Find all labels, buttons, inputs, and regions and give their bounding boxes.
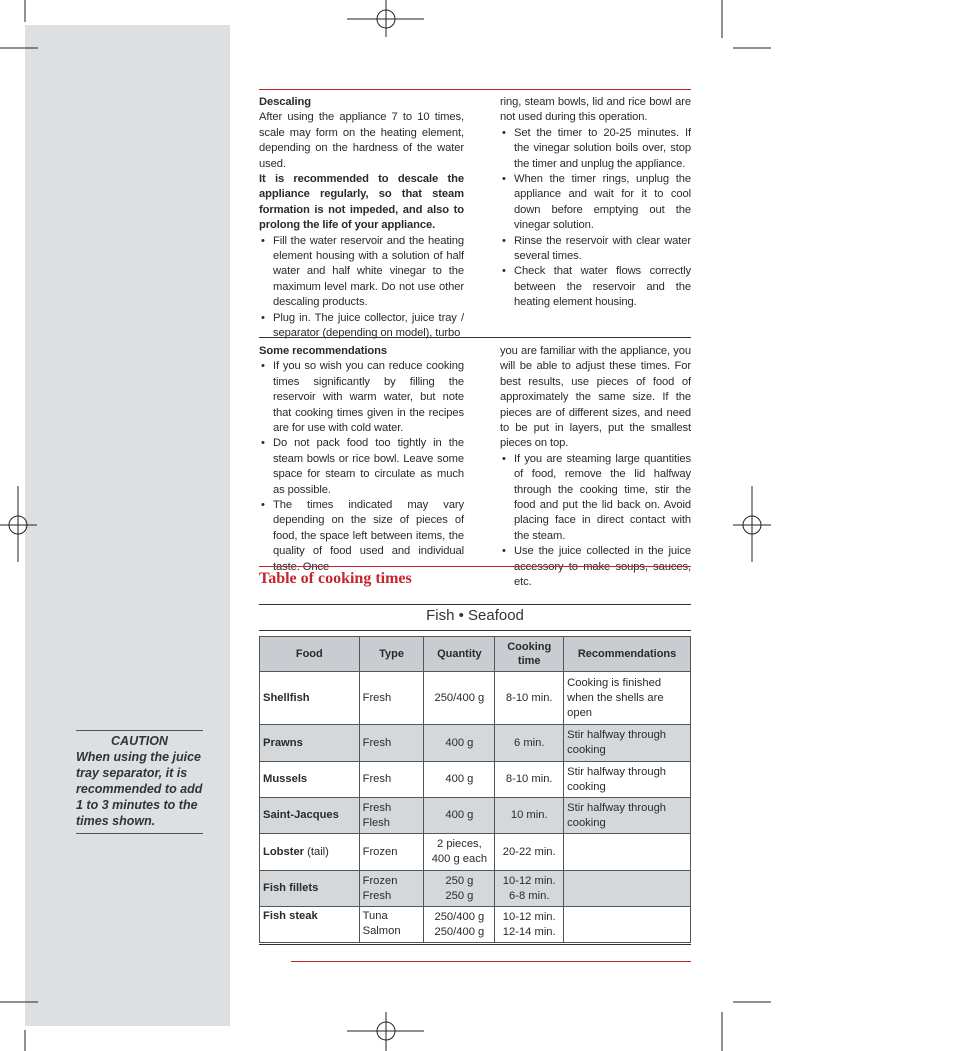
quantity-cell: 400 g — [424, 725, 495, 762]
header-food: Food — [260, 637, 360, 672]
table-row — [260, 798, 691, 834]
descaling-continuation: ring, steam bowls, lid and rice bowl are not used during this operation. — [500, 96, 691, 124]
type-cell: Fresh — [359, 762, 424, 798]
recommendation-cell: Cooking is finished when the shells are open — [564, 672, 691, 725]
food-cell: Fish steak — [260, 907, 360, 943]
table-section-top-rule — [259, 566, 691, 567]
recommendation-cell: Stir halfway through cooking — [564, 725, 691, 762]
food-cell: Shellfish — [260, 672, 360, 725]
header-recommendations: Recommendations — [564, 637, 691, 672]
list-item: • Set the timer to 20-25 minutes. If the vinegar solution boils over, stop the timer and unplug the appliance. — [500, 126, 691, 172]
recommendation-cell: Stir halfway through cooking — [564, 798, 691, 834]
time-cell: 8-10 min. — [495, 672, 564, 725]
recommendation-cell — [564, 907, 691, 943]
header-type: Type — [359, 637, 424, 672]
header-quantity: Quantity — [424, 637, 495, 672]
time-cell: 8-10 min. — [495, 762, 564, 798]
food-note: (tail) — [304, 845, 329, 858]
list-item: • Fill the water reservoir and the heating element housing with a solution of half water and half white vinegar to the maximum level mark. Do not use other descaling products. — [259, 234, 464, 311]
food-cell: Fish fillets — [260, 871, 360, 907]
list-item: • When the timer rings, unplug the appliance and wait for it to cool down before emptying out the vinegar solution. — [500, 172, 691, 234]
list-item: • Check that water flows correctly between the reservoir and the heating element housing. — [500, 264, 691, 310]
type-cell: Fresh — [359, 672, 424, 725]
list-item: • If you so wish you can reduce cooking times significantly by filling the reservoir with warm water, but note that cooking times given in the recipes are for use with cold water. — [259, 359, 464, 436]
table-bottom-rule — [259, 944, 691, 945]
time-cell: 6 min. — [495, 725, 564, 762]
table-row — [260, 834, 691, 871]
food-cell: Prawns — [260, 725, 360, 762]
table-row — [260, 907, 691, 943]
header-cooking-time: Cooking time — [495, 637, 564, 672]
type-cell: Tuna Salmon — [359, 907, 424, 943]
table-row — [260, 725, 691, 762]
table-row — [260, 762, 691, 798]
descaling-left-column — [259, 95, 464, 342]
food-cell: Mussels — [260, 762, 360, 798]
recommendation-cell: Stir halfway through cooking — [564, 762, 691, 798]
type-cell: Frozen Fresh — [359, 871, 424, 907]
list-item: • Rinse the reservoir with clear water several times. — [500, 234, 691, 265]
cooking-times-table — [259, 636, 691, 943]
category-top-rule — [259, 604, 691, 605]
list-item: • Do not pack food too tightly in the steam bowls or rice bowl. Leave some space for steam to circulate as much as possible. — [259, 436, 464, 498]
recommendations-list-right — [500, 452, 691, 591]
recommendations-list-left — [259, 359, 464, 575]
recommendations-left-column — [259, 344, 464, 575]
quantity-cell: 250/400 g — [424, 672, 495, 725]
list-item: • Use the juice collected in the juice accessory to make soups, sauces, etc. — [500, 544, 691, 590]
category-bottom-rule — [259, 630, 691, 631]
table-section-title: Table of cooking times — [259, 570, 412, 587]
type-cell: Fresh — [359, 725, 424, 762]
table-body — [260, 672, 691, 943]
recommendations-top-rule — [259, 337, 691, 338]
descaling-top-rule — [259, 89, 691, 90]
list-item: • The times indicated may vary depending on the size of pieces of food, the space left between items, the quality of food used and individual taste. Once — [259, 498, 464, 575]
descaling-steps-right — [500, 126, 691, 311]
table-row — [260, 672, 691, 725]
descaling-steps-left — [259, 234, 464, 342]
quantity-cell: 400 g — [424, 762, 495, 798]
descaling-emphasis: It is recommended to descale the appliance regularly, so that steam formation is not impeded, and also to prolong the life of your appliance. — [259, 173, 464, 232]
food-cell: Lobster (tail) — [260, 834, 360, 871]
quantity-cell: 250 g 250 g — [424, 871, 495, 907]
page-bottom-rule — [291, 961, 691, 962]
type-cell: Frozen — [359, 834, 424, 871]
time-cell: 10-12 min. 12-14 min. — [495, 907, 564, 943]
recommendations-heading: Some recommendations — [259, 345, 387, 357]
time-cell: 10 min. — [495, 798, 564, 834]
quantity-cell: 400 g — [424, 798, 495, 834]
time-cell: 20-22 min. — [495, 834, 564, 871]
food-cell: Saint-Jacques — [260, 798, 360, 834]
descaling-right-column — [500, 95, 691, 311]
type-cell: Fresh Flesh — [359, 798, 424, 834]
recommendation-cell — [564, 871, 691, 907]
quantity-cell: 250/400 g 250/400 g — [424, 907, 495, 943]
recommendations-right-column — [500, 344, 691, 591]
caution-note — [76, 730, 203, 834]
recommendation-cell — [564, 834, 691, 871]
list-item: • Plug in. The juice collector, juice tray / separator (depending on model), turbo — [259, 311, 464, 342]
recommendations-continuation: you are familiar with the appliance, you will be able to adjust these times. For best results, use pieces of food of approximately the same size. If the pieces are of different sizes, and need to be put in layers, put the smallest pieces on top. — [500, 345, 691, 450]
quantity-cell: 2 pieces, 400 g each — [424, 834, 495, 871]
time-cell: 10-12 min. 6-8 min. — [495, 871, 564, 907]
caution-text: When using the juice tray separator, it is recommended to add 1 to 3 minutes to the times shown. — [76, 750, 203, 828]
descaling-intro: After using the appliance 7 to 10 times, scale may form on the heating element, depending on the hardness of the water used. — [259, 111, 464, 170]
descaling-heading: Descaling — [259, 96, 311, 108]
category-title: Fish • Seafood — [426, 607, 524, 624]
list-item: • If you are steaming large quantities of food, remove the lid halfway through the cooking time, stir the food and put the lid back on. Avoid placing face in direct contact with the steam. — [500, 452, 691, 544]
caution-title: CAUTION — [111, 734, 168, 748]
table-row — [260, 871, 691, 907]
